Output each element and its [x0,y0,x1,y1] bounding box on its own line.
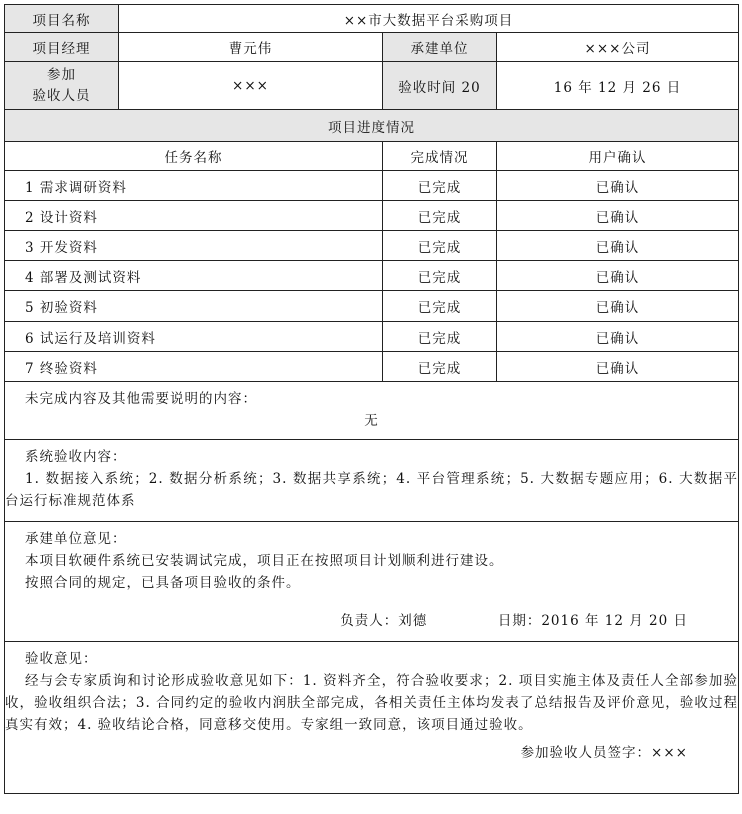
task-confirm: 已确认 [497,261,739,291]
contractor-label: 承建单位 [383,33,497,62]
manager-label: 项目经理 [5,33,119,62]
task-status: 已完成 [383,291,497,322]
system-text: 1. 数据接入系统；2. 数据分析系统；3. 数据共享系统；4. 平台管理系统；5. 大数据专题应用；6. 大数据平台运行标准规范体系 [5,471,738,509]
acceptance-opinion-text: 经与会专家质询和讨论形成验收意见如下：1. 资料齐全，符合验收要求；2. 项目实施主体及责任人全部参加验收，验收组织合法；3. 合同约定的验收内润肤全部完成，各相关责任主体均发表了总结报告及评价意见，验收过程真实有效；4. 验收结论合格，同意移交使用。专家组一致同意，该项目通过验收。 [5,673,738,733]
participants-label-line2: 验收人员 [32,87,91,104]
task-name: 1 需求调研资料 [5,171,383,201]
task-status: 已完成 [383,322,497,352]
task-status: 已完成 [383,231,497,261]
task-name: 4 部署及测试资料 [5,261,383,291]
manager-row [5,33,739,62]
incomplete-value: 无 [364,413,379,429]
col-status: 完成情况 [383,142,497,171]
task-confirm: 已确认 [497,291,739,322]
progress-title-row [5,110,739,142]
task-status: 已完成 [383,261,497,291]
contractor-opinion-line1: 本项目软硬件系统已安装调试完成，项目正在按照项目计划顺利进行建设。 [25,553,504,569]
table-row [5,352,739,382]
task-name: 2 设计资料 [5,201,383,231]
responsible-person: 负责人：刘德 [340,613,428,629]
participants-value: ××× [119,62,383,110]
task-confirm: 已确认 [497,231,739,261]
table-row [5,291,739,322]
acceptance-opinion-row [5,642,739,794]
task-name: 5 初验资料 [5,291,383,322]
col-confirm: 用户确认 [497,142,739,171]
progress-section-title: 项目进度情况 [5,110,739,142]
acceptance-signature: 参加验收人员签字：××× [520,745,688,761]
table-row [5,171,739,201]
project-name-value: ××市大数据平台采购项目 [119,5,739,33]
task-confirm: 已确认 [497,201,739,231]
acceptance-table [4,4,739,794]
system-section [5,440,739,522]
task-name: 7 终验资料 [5,352,383,382]
contractor-opinion-line2: 按照合同的规定，已具备项目验收的条件。 [25,575,301,591]
task-status: 已完成 [383,352,497,382]
contractor-opinion-row [5,522,739,642]
acceptance-time-value: 16 年 12 月 26 日 [497,62,739,110]
task-name: 6 试运行及培训资料 [5,322,383,352]
incomplete-section [5,382,739,440]
system-label: 系统验收内容： [25,449,127,465]
participants-row [5,62,739,110]
contractor-date: 日期：2016 年 12 月 20 日 [497,613,688,629]
task-status: 已完成 [383,171,497,201]
participants-label-line1: 参加 [47,66,76,83]
acceptance-opinion-section [5,642,739,794]
task-confirm: 已确认 [497,171,739,201]
task-status: 已完成 [383,201,497,231]
system-row [5,440,739,522]
table-row [5,231,739,261]
acceptance-opinion-label: 验收意见： [25,651,98,667]
spacer [5,594,738,610]
contractor-sign-line [5,610,738,632]
task-confirm: 已确认 [497,322,739,352]
task-confirm: 已确认 [497,352,739,382]
incomplete-label: 未完成内容及其他需要说明的内容： [25,391,257,407]
table-row [5,201,739,231]
project-name-row [5,5,739,33]
contractor-opinion-section [5,522,739,642]
col-task-name: 任务名称 [5,142,383,171]
contractor-value: ×××公司 [497,33,739,62]
incomplete-row [5,382,739,440]
contractor-opinion-label: 承建单位意见： [25,531,127,547]
task-name: 3 开发资料 [5,231,383,261]
progress-header-row [5,142,739,171]
project-name-label: 项目名称 [5,5,119,33]
participants-label [5,62,119,110]
manager-value: 曹元伟 [119,33,383,62]
table-row [5,322,739,352]
acceptance-time-label: 验收时间 20 [383,62,497,110]
table-row [5,261,739,291]
